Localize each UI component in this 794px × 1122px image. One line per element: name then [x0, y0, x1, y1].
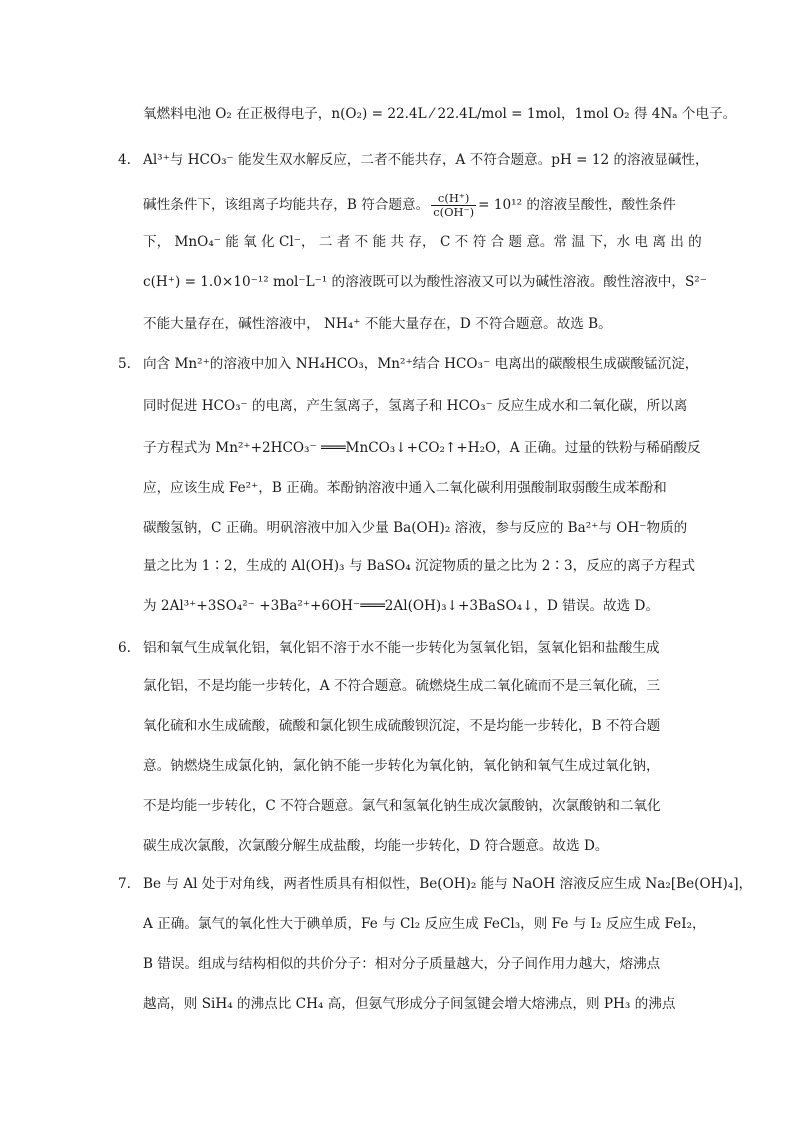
text-line: 子方程式为 Mn²⁺+2HCO₃⁻ ═══MnCO₃↓+CO₂↑+H₂O，A 正确。过量的铁粉与稀硝酸反: [143, 440, 701, 456]
text-segment: 碱性条件下，该组离子均能共存，B 符合题意。: [143, 197, 430, 213]
text-line: 不是均能一步转化，C 不符合题意。氯气和氢氧化钠生成次氯酸钠，次氯酸钠和二氧化: [143, 798, 661, 814]
text-line: 越高，则 SiH₄ 的沸点比 CH₄ 高，但氨气形成分子间氢键会增大熔沸点，则 PH₃ 的沸点: [143, 996, 676, 1012]
text-line: 不能大量存在，碱性溶液中， NH₄⁺ 不能大量存在，D 不符合题意。故选 B。: [143, 316, 612, 332]
text-segment: = 10¹² 的溶液呈酸性，酸性条件: [478, 197, 676, 213]
text-line: B 错误。组成与结构相似的共价分子：相对分子质量越大，分子间作用力越大，熔沸点: [143, 956, 661, 972]
text-line: 应，应该生成 Fe²⁺，B 正确。苯酚钠溶液中通入二氧化碳利用强酸制取弱酸生成苯酚和: [143, 480, 667, 496]
text-line: Be 与 Al 处于对角线，两者性质具有相似性，Be(OH)₂ 能与 NaOH 溶液反应生成 Na₂[Be(OH)₄]，: [143, 876, 753, 892]
text-line: Al³⁺与 HCO₃⁻ 能发生双水解反应，二者不能共存，A 不符合题意。pH = 12 的溶液显碱性，: [143, 152, 709, 168]
question-number: 4.: [118, 152, 131, 168]
text-line: 氯化铝，不是均能一步转化，A 不符合题意。硫燃烧生成二氧化硫而不是三氧化硫，三: [143, 678, 661, 694]
text-line: 下， MnO₄⁻ 能 氧 化 Cl⁻， 二 者 不 能 共 存， C 不 符 合 题 意。常 温 下，水 电 离 出 的: [143, 234, 702, 250]
text-line: 意。钠燃烧生成氯化钠，氯化钠不能一步转化为氧化钠，氧化钠和氧气生成过氧化钠，: [143, 758, 660, 774]
text-line: 碳酸氢钠，C 正确。明矾溶液中加入少量 Ba(OH)₂ 溶液，参与反应的 Ba²⁺与 OH⁻物质的: [143, 520, 688, 536]
text-line: 铝和氧气生成氧化铝，氧化铝不溶于水不能一步转化为氢氧化铝，氢氧化铝和盐酸生成: [143, 640, 660, 656]
text-line: 量之比为 1∶2，生成的 Al(OH)₃ 与 BaSO₄ 沉淀物质的量之比为 2∶3，反应的离子方程式: [143, 558, 695, 574]
fraction: [431, 192, 476, 219]
text-line-with-fraction: [143, 192, 683, 219]
text-line: c(H⁺) = 1.0×10⁻¹² mol⁻L⁻¹ 的溶液既可以为酸性溶液又可以为碱性溶液。酸性溶液中，S²⁻: [143, 274, 707, 290]
text-line: 氧燃料电池 O₂ 在正极得电子，n(O₂) = 22.4L ⁄ 22.4L/mol = 1mol，1mol O₂ 得 4Nₐ 个电子。: [143, 106, 737, 122]
text-line: 氧化硫和水生成硫酸，硫酸和氯化钡生成硫酸钡沉淀，不是均能一步转化，B 不符合题: [143, 718, 661, 734]
fraction-numerator: c(H⁺): [431, 192, 476, 206]
question-number: 6.: [118, 640, 131, 656]
question-number: 5.: [118, 356, 131, 372]
text-line: 为 2Al³⁺+3SO₄²⁻ +3Ba²⁺+6OH⁻═══2Al(OH)₃↓+3BaSO₄↓，D 错误。故选 D。: [143, 598, 660, 614]
question-number: 7.: [118, 876, 131, 892]
text-line: 向含 Mn²⁺的溶液中加入 NH₄HCO₃，Mn²⁺结合 HCO₃⁻ 电离出的碳酸根生成碳酸锰沉淀，: [143, 356, 699, 372]
text-line: 同时促进 HCO₃⁻ 的电离，产生氢离子，氢离子和 HCO₃⁻ 反应生成水和二氧化碳，所以离: [143, 398, 688, 414]
fraction-denominator: c(OH⁻): [433, 205, 475, 219]
text-line: 碳生成次氯酸，次氯酸分解生成盐酸，均能一步转化，D 符合题意。故选 D。: [143, 838, 609, 854]
text-line: A 正确。氯气的氧化性大于碘单质，Fe 与 Cl₂ 反应生成 FeCl₃，则 Fe 与 I₂ 反应生成 FeI₂，: [143, 916, 706, 932]
